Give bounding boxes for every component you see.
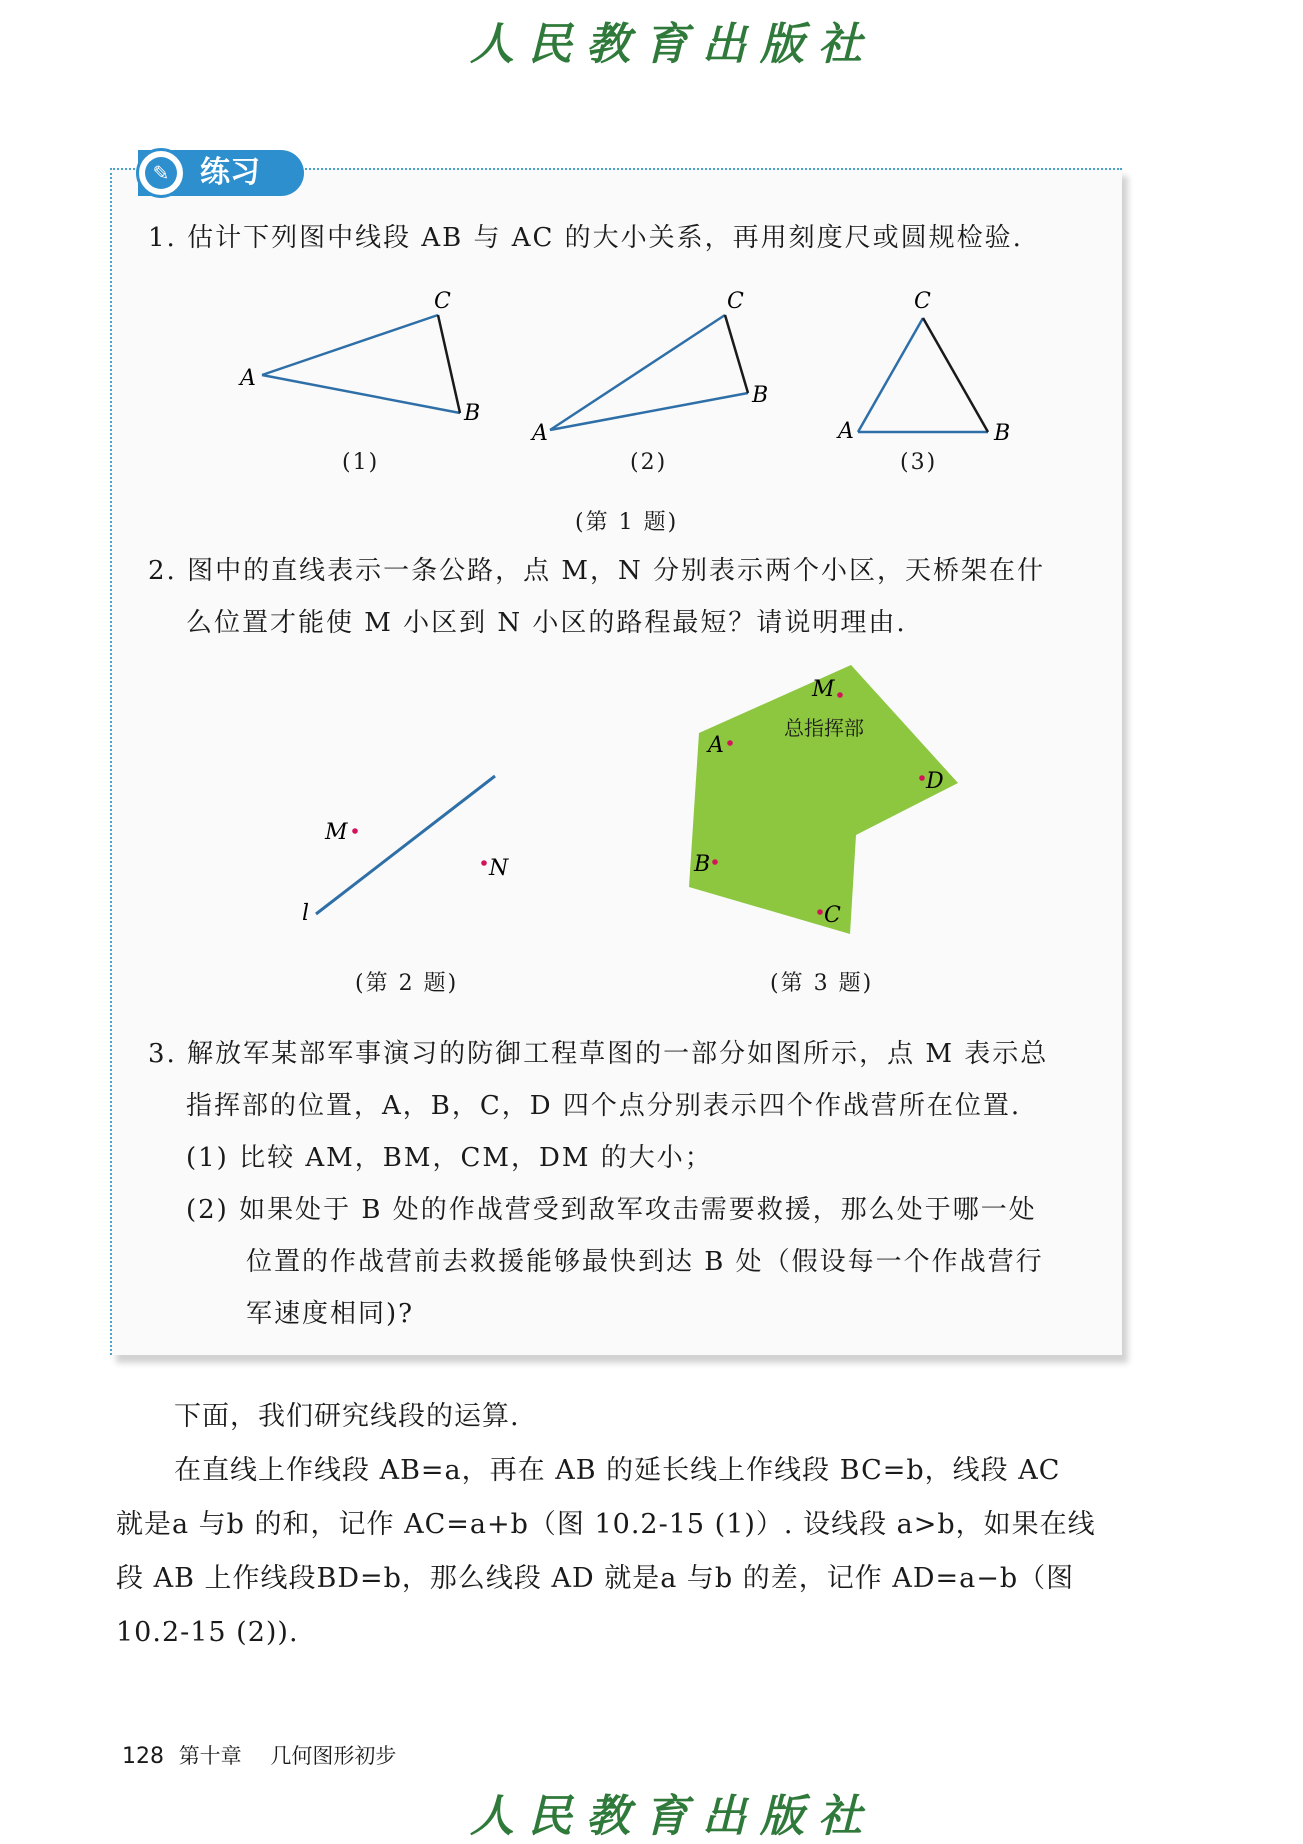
main-text-line-3: 就是a 与b 的和，记作 AC=a+b（图 10.2-15 (1)）. 设线段 a>b，如果在线: [116, 1509, 1096, 1540]
question-2-line-1: 2. 图中的直线表示一条公路，点 M，N 分别表示两个小区，天桥架在什: [148, 556, 1045, 586]
page-footer: [122, 1740, 396, 1770]
publisher-footer: 人民教育出版社: [470, 1791, 876, 1842]
fig1-sublabel-1: (1): [342, 450, 380, 475]
fig1-label-C: C: [434, 289, 451, 314]
q3-label-A: A: [708, 733, 724, 758]
q1-caption: (第 1 题): [575, 510, 679, 535]
exercise-tab-icon: ✎: [136, 148, 186, 198]
fig1-label-B: B: [464, 401, 481, 426]
fig3-label-B: B: [994, 421, 1011, 446]
q3-label-M: M: [812, 677, 835, 702]
fig1-sublabel-3: (3): [900, 450, 938, 475]
q2-q3-figures: [0, 640, 1303, 960]
fig2-label-C: C: [727, 289, 744, 314]
q3-label-C: C: [824, 903, 841, 928]
fig2-label-B: B: [752, 383, 769, 408]
q1-figures: [0, 0, 1303, 520]
fig1-sublabel-2: (2): [630, 450, 668, 475]
question-2-line-2: 么位置才能使 M 小区到 N 小区的路程最短？请说明理由.: [186, 608, 907, 638]
q2-caption: (第 2 题): [355, 971, 459, 996]
exercise-tab: 练习: [138, 150, 304, 196]
main-text-line-2: 在直线上作线段 AB=a，再在 AB 的延长线上作线段 BC=b，线段 AC: [174, 1455, 1061, 1486]
q3-label-D: D: [926, 769, 944, 794]
fig2-label-A: A: [532, 421, 548, 446]
question-3-sub-2-line-3: 军速度相同)?: [246, 1299, 415, 1329]
question-3-sub-1: (1) 比较 AM，BM，CM，DM 的大小；: [186, 1143, 713, 1173]
main-text-line-1: 下面，我们研究线段的运算.: [174, 1401, 520, 1432]
question-3-sub-2-line-1: (2) 如果处于 B 处的作战营受到敌军攻击需要救援，那么处于哪一处: [186, 1195, 1037, 1225]
fig1-label-A: A: [240, 366, 256, 391]
q3-label-B: B: [694, 852, 711, 877]
q3-caption: (第 3 题): [770, 971, 874, 996]
q2-label-M: M: [325, 820, 348, 845]
fig3-label-C: C: [914, 289, 931, 314]
question-1: 1. 估计下列图中线段 AB 与 AC 的大小关系，再用刻度尺或圆规检验.: [148, 223, 1023, 253]
question-3-line-2: 指挥部的位置，A，B，C，D 四个点分别表示四个作战营所在位置.: [186, 1091, 1022, 1121]
question-3-sub-2-line-2: 位置的作战营前去救援能够最快到达 B 处（假设每一个作战营行: [246, 1247, 1044, 1277]
hq-label: 总指挥部: [784, 716, 864, 740]
main-text-line-4: 段 AB 上作线段BD=b，那么线段 AD 就是a 与b 的差，记作 AD=a−b（图: [116, 1563, 1075, 1594]
question-3-line-1: 3. 解放军某部军事演习的防御工程草图的一部分如图所示，点 M 表示总: [148, 1039, 1049, 1069]
q2-label-N: N: [489, 856, 509, 881]
q2-label-l: l: [302, 901, 310, 926]
main-text-line-5: 10.2-15 (2)).: [116, 1617, 299, 1648]
chapter-number: 第十章: [178, 1744, 242, 1768]
publisher-header: 人民教育出版社: [470, 19, 876, 70]
page-number: 128: [122, 1744, 164, 1769]
fig3-label-A: A: [838, 419, 854, 444]
chapter-title: 几何图形初步: [270, 1744, 397, 1768]
